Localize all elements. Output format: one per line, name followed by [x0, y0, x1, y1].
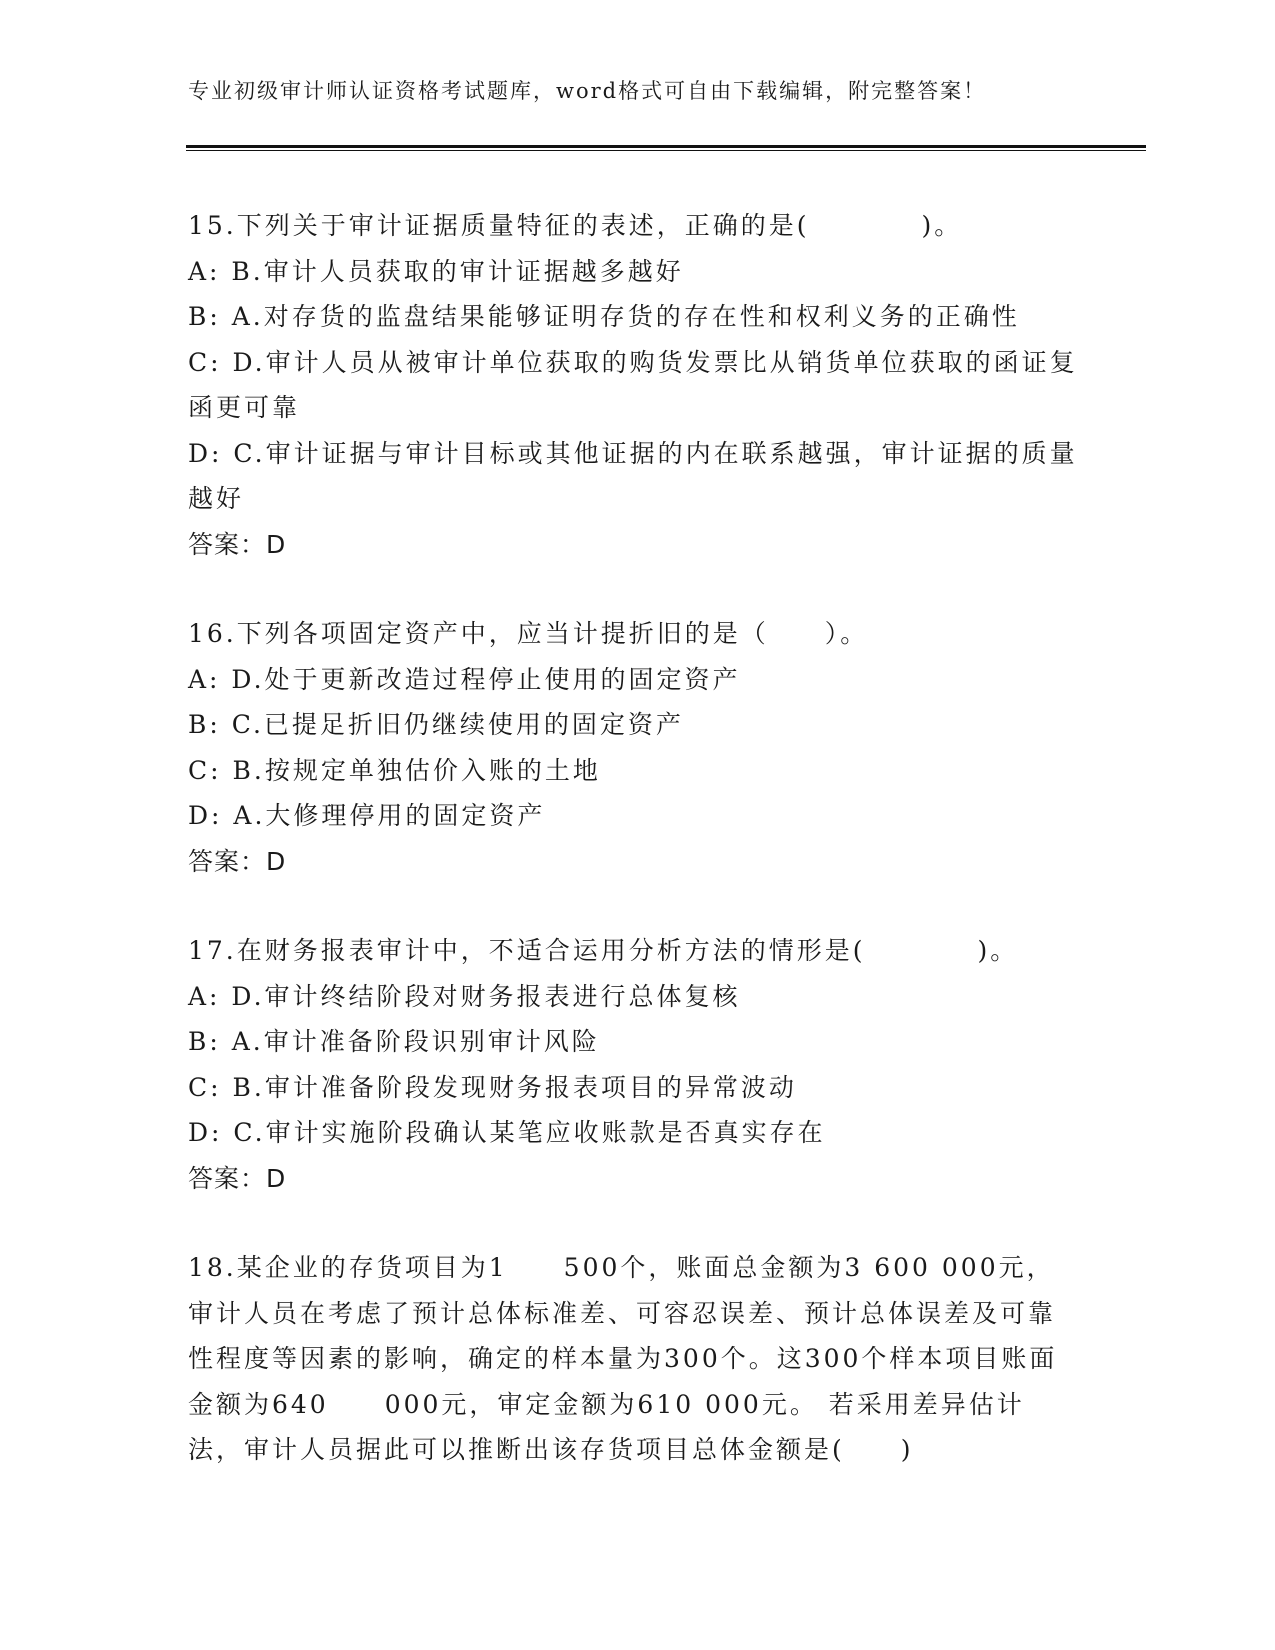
option-a: A: D.处于更新改造过程停止使用的固定资产 — [188, 664, 741, 694]
answer-label: 答案：D — [188, 1163, 287, 1193]
answer-label: 答案：D — [188, 846, 287, 876]
option-b: B: A.对存货的监盘结果能够证明存货的存在性和权利义务的正确性 — [188, 302, 1020, 331]
answer-label: 答案：D — [188, 529, 287, 559]
header-divider-thick — [186, 145, 1146, 148]
question-18 — [188, 1245, 1078, 1473]
option-c: C: B.审计准备阶段发现财务报表项目的异常波动 — [188, 1072, 797, 1102]
option-b: B: A.审计准备阶段识别审计风险 — [188, 1027, 600, 1056]
question-list — [188, 203, 1078, 1517]
option-d: D: A.大修理停用的固定资产 — [188, 801, 546, 830]
page-header: 专业初级审计师认证资格考试题库，word格式可自由下载编辑，附完整答案！ — [188, 79, 987, 103]
option-c: C: D.审计人员从被审计单位获取的购货发票比从销货单位获取的函证复函更可靠 — [188, 347, 1078, 422]
question-stem: 15.下列关于审计证据质量特征的表述，正确的是( )。 — [188, 211, 963, 240]
option-a: A: D.审计终结阶段对财务报表进行总体复核 — [188, 981, 741, 1011]
question-stem: 16.下列各项固定资产中，应当计提折旧的是（ ）。 — [188, 619, 869, 648]
option-c: C: B.按规定单独估价入账的土地 — [188, 755, 601, 785]
option-d: D: C.审计实施阶段确认某笔应收账款是否真实存在 — [188, 1118, 826, 1147]
option-d: D: C.审计证据与审计目标或其他证据的内在联系越强，审计证据的质量越好 — [188, 438, 1078, 513]
question-15 — [188, 203, 1078, 567]
question-17 — [188, 928, 1078, 1201]
header-divider-thin — [186, 150, 1146, 151]
option-a: A: B.审计人员获取的审计证据越多越好 — [188, 256, 684, 286]
question-16 — [188, 611, 1078, 884]
question-stem: 18.某企业的存货项目为1 500个，账面总金额为3 600 000元，审计人员在考虑了预计总体标准差、可容忍误差、预计总体误差及可靠性程度等因素的影响，确定的样本量为300个。这300个样本项目账面金额为640 000元，审定金额为610 000元。 若采用差异估计法，审计人员据此可以推断出该存货项目总体金额是( ) — [188, 1253, 1058, 1464]
option-b: B: C.已提足折旧仍继续使用的固定资产 — [188, 710, 684, 739]
question-stem: 17.在财务报表审计中，不适合运用分析方法的情形是( )。 — [188, 936, 1019, 965]
